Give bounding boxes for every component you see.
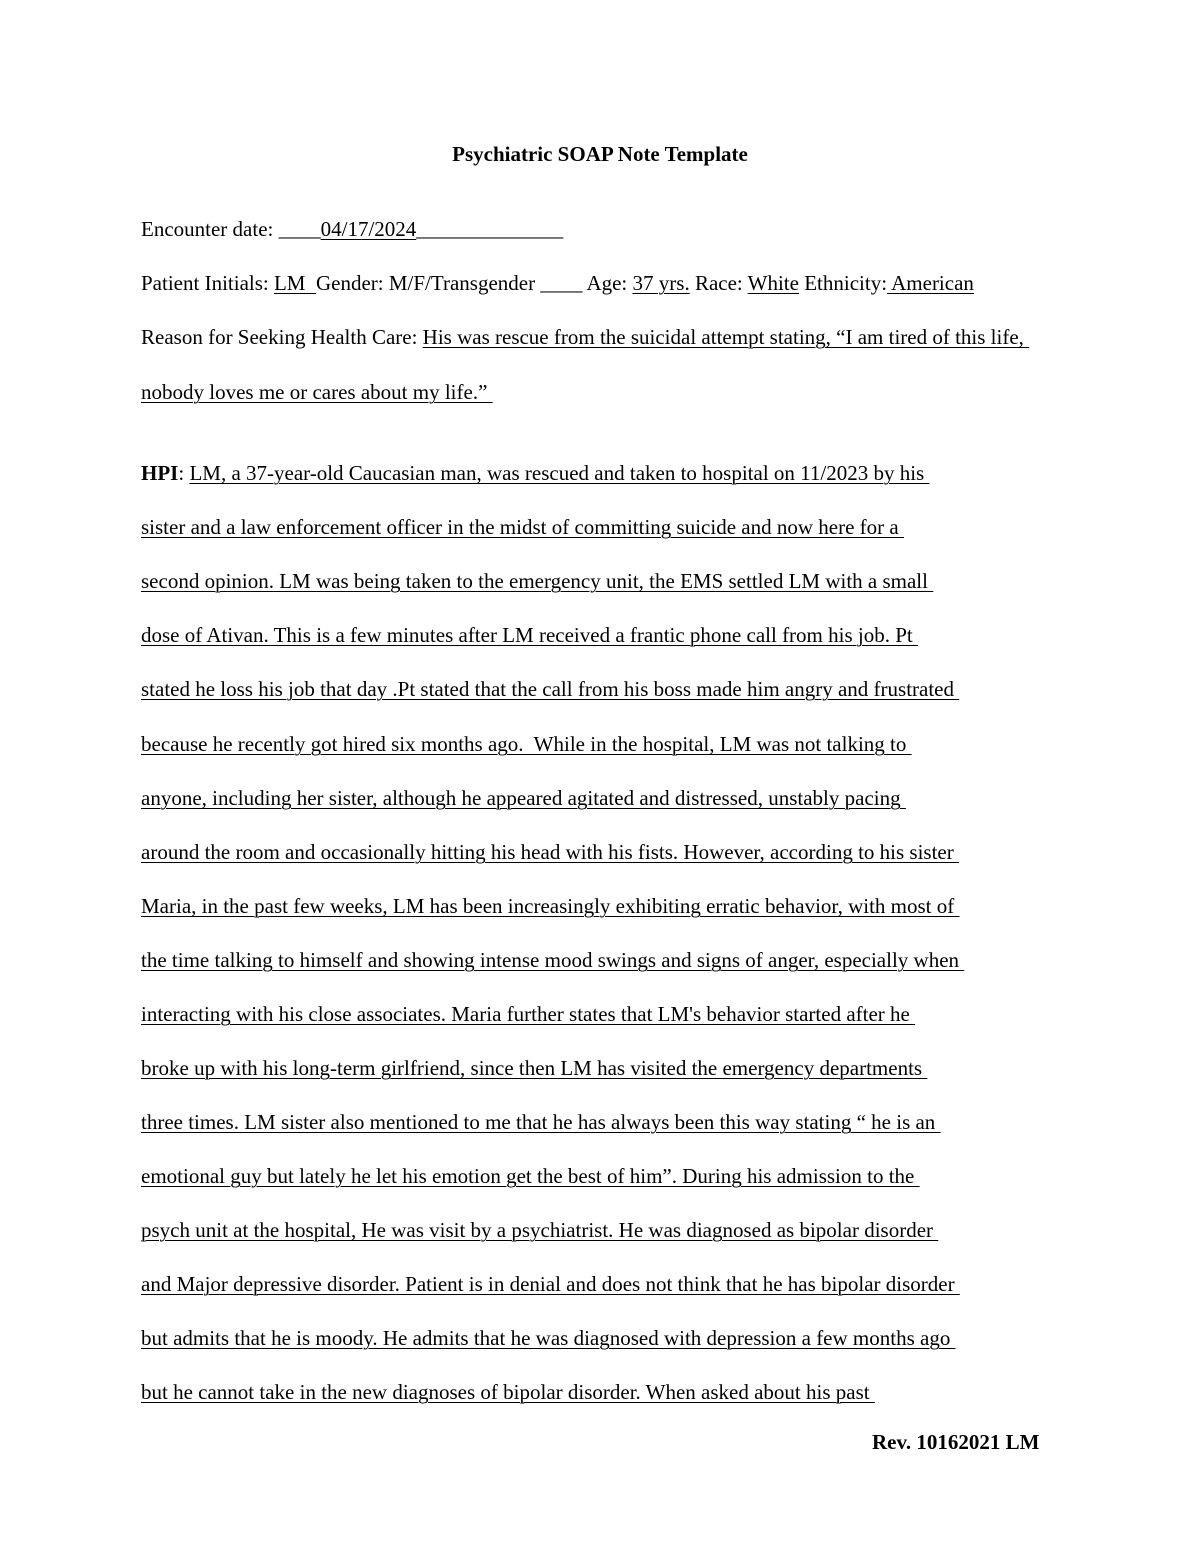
hpi-line-5: stated he loss his job that day .Pt stated that the call from his boss made him angry and frustrated bbox=[141, 677, 960, 701]
hpi-line-14: emotional guy but lately he let his emotion get the best of him”. During his admission to the bbox=[141, 1164, 920, 1188]
hpi-line-3: second opinion. LM was being taken to the emergency unit, the EMS settled LM with a small bbox=[141, 569, 934, 593]
patient-initials-label: Patient Initials: bbox=[141, 271, 274, 295]
reason-text-1: His was rescue from the suicidal attempt stating, “I am tired of this life, bbox=[422, 325, 1030, 349]
ethnicity-value: American bbox=[887, 271, 974, 295]
hpi-line-2: sister and a law enforcement officer in the midst of committing suicide and now here for a bbox=[141, 515, 904, 539]
hpi-line-13: three times. LM sister also mentioned to me that he has always been this way stating “ he is an bbox=[141, 1110, 941, 1134]
hpi-line-9: Maria, in the past few weeks, LM has been increasingly exhibiting erratic behavior, with most of bbox=[141, 894, 960, 918]
patient-initials-value: LM bbox=[273, 271, 316, 295]
hpi-line-16: and Major depressive disorder. Patient is in denial and does not think that he has bipolar disorder bbox=[141, 1272, 960, 1296]
encounter-date-blank-after: ______________ bbox=[416, 217, 564, 241]
hpi-line-1 bbox=[141, 460, 929, 486]
hpi-text-1: LM, a 37-year-old Caucasian man, was rescued and taken to hospital on 11/2023 by his bbox=[189, 461, 930, 485]
hpi-line-15: psych unit at the hospital, He was visit by a psychiatrist. He was diagnosed as bipolar disorder bbox=[141, 1218, 939, 1242]
encounter-date-blank: ____ bbox=[278, 217, 321, 241]
hpi-line-12: broke up with his long-term girlfriend, since then LM has visited the emergency departments bbox=[141, 1056, 928, 1080]
patient-info-line bbox=[141, 270, 974, 296]
race-value: White bbox=[747, 271, 799, 295]
gender-blank: ____ bbox=[540, 271, 583, 295]
gender-value: M/F/Transgender bbox=[388, 271, 541, 295]
hpi-line-7: anyone, including her sister, although he appeared agitated and distressed, unstably pacing bbox=[141, 786, 906, 810]
hpi-line-11: interacting with his close associates. Maria further states that LM's behavior started after he bbox=[141, 1002, 916, 1026]
hpi-line-8: around the room and occasionally hitting his head with his fists. However, according to his sister bbox=[141, 840, 959, 864]
reason-line-1 bbox=[141, 324, 1029, 350]
hpi-label: HPI bbox=[141, 461, 179, 485]
age-label: Age: bbox=[582, 271, 633, 295]
reason-line-2: nobody loves me or cares about my life.” bbox=[141, 380, 493, 404]
ethnicity-label: Ethnicity: bbox=[798, 271, 888, 295]
encounter-date-line bbox=[141, 216, 563, 242]
encounter-date-value: 04/17/2024 bbox=[320, 217, 417, 241]
hpi-colon: : bbox=[178, 461, 190, 485]
hpi-line-17: but admits that he is moody. He admits that he was diagnosed with depression a few months ago bbox=[141, 1326, 956, 1350]
hpi-line-10: the time talking to himself and showing intense mood swings and signs of anger, especially when bbox=[141, 948, 965, 972]
revision-footer: Rev. 10162021 LM bbox=[872, 1430, 1040, 1454]
age-value: 37 yrs. bbox=[632, 271, 690, 295]
encounter-date-label: Encounter date: bbox=[141, 217, 279, 241]
race-label: Race: bbox=[689, 271, 748, 295]
gender-label: Gender: bbox=[315, 271, 389, 295]
hpi-line-6: because he recently got hired six months ago. While in the hospital, LM was not talking to bbox=[141, 732, 912, 756]
hpi-line-4: dose of Ativan. This is a few minutes after LM received a frantic phone call from his job. Pt bbox=[141, 623, 918, 647]
reason-label: Reason for Seeking Health Care: bbox=[141, 325, 423, 349]
document-title: Psychiatric SOAP Note Template bbox=[452, 142, 748, 166]
hpi-line-18: but he cannot take in the new diagnoses of bipolar disorder. When asked about his past bbox=[141, 1380, 875, 1404]
